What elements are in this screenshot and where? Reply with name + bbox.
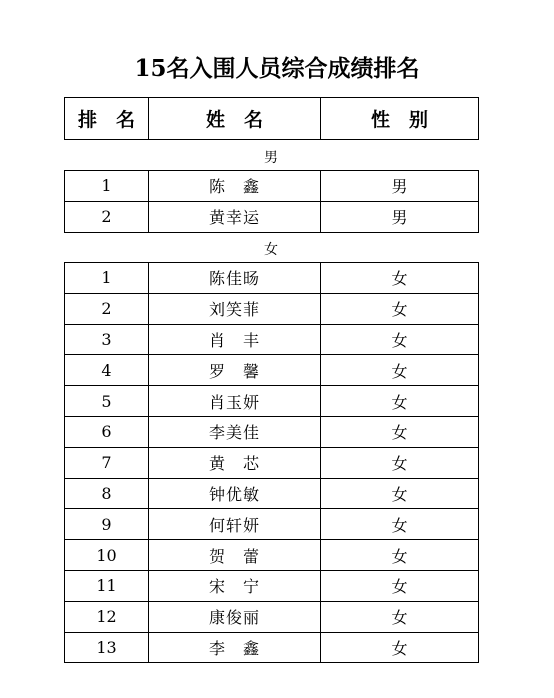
gender-cell: 女 [321, 386, 479, 417]
name-cell: 罗 馨 [149, 355, 321, 386]
gender-cell: 女 [321, 324, 479, 355]
rank-cell: 2 [65, 293, 149, 324]
header-name: 姓 名 [149, 98, 321, 140]
table-row [65, 632, 479, 663]
table-row [65, 570, 479, 601]
name-cell: 陈 鑫 [149, 171, 321, 202]
table-row [65, 386, 479, 417]
gender-cell: 男 [321, 171, 479, 202]
male-table [64, 170, 479, 233]
rank-cell: 12 [65, 601, 149, 632]
name-cell: 李美佳 [149, 416, 321, 447]
rank-cell: 8 [65, 478, 149, 509]
rank-cell: 1 [65, 263, 149, 294]
table-row [65, 324, 479, 355]
rank-cell: 7 [65, 447, 149, 478]
rank-cell: 13 [65, 632, 149, 663]
gender-cell: 女 [321, 293, 479, 324]
rank-cell: 6 [65, 416, 149, 447]
name-cell: 刘笑菲 [149, 293, 321, 324]
table-row [65, 355, 479, 386]
rank-cell: 3 [65, 324, 149, 355]
name-cell: 宋 宁 [149, 570, 321, 601]
table-row [65, 293, 479, 324]
table-row [65, 540, 479, 571]
name-cell: 李 鑫 [149, 632, 321, 663]
gender-cell: 女 [321, 509, 479, 540]
gender-cell: 女 [321, 601, 479, 632]
table-row [65, 478, 479, 509]
name-cell: 陈佳旸 [149, 263, 321, 294]
rank-cell: 4 [65, 355, 149, 386]
page-title: 15名入围人员综合成绩排名 [134, 55, 420, 82]
gender-cell: 女 [321, 355, 479, 386]
gender-cell: 女 [321, 416, 479, 447]
section-label-male: 男 [264, 150, 278, 166]
name-cell: 肖 丰 [149, 324, 321, 355]
table-row [65, 416, 479, 447]
header-gender: 性 别 [321, 98, 479, 140]
name-cell: 康俊丽 [149, 601, 321, 632]
rank-cell: 1 [65, 171, 149, 202]
rank-cell: 5 [65, 386, 149, 417]
table-row [65, 171, 479, 202]
table-row [65, 509, 479, 540]
header-rank: 排 名 [65, 98, 149, 140]
gender-cell: 女 [321, 540, 479, 571]
rank-cell: 10 [65, 540, 149, 571]
gender-cell: 女 [321, 263, 479, 294]
gender-cell: 女 [321, 447, 479, 478]
rank-cell: 9 [65, 509, 149, 540]
table-row [65, 201, 479, 232]
female-table [64, 262, 479, 663]
table-row [65, 263, 479, 294]
gender-cell: 男 [321, 201, 479, 232]
name-cell: 黄 芯 [149, 447, 321, 478]
gender-cell: 女 [321, 632, 479, 663]
table-row [65, 447, 479, 478]
rank-cell: 2 [65, 201, 149, 232]
gender-cell: 女 [321, 478, 479, 509]
rank-cell: 11 [65, 570, 149, 601]
name-cell: 钟优敏 [149, 478, 321, 509]
name-cell: 何轩妍 [149, 509, 321, 540]
name-cell: 贺 蕾 [149, 540, 321, 571]
header-row [65, 98, 479, 140]
table-row [65, 601, 479, 632]
name-cell: 肖玉妍 [149, 386, 321, 417]
section-label-female: 女 [264, 242, 278, 258]
gender-cell: 女 [321, 570, 479, 601]
name-cell: 黄幸运 [149, 201, 321, 232]
header-table [64, 97, 479, 140]
